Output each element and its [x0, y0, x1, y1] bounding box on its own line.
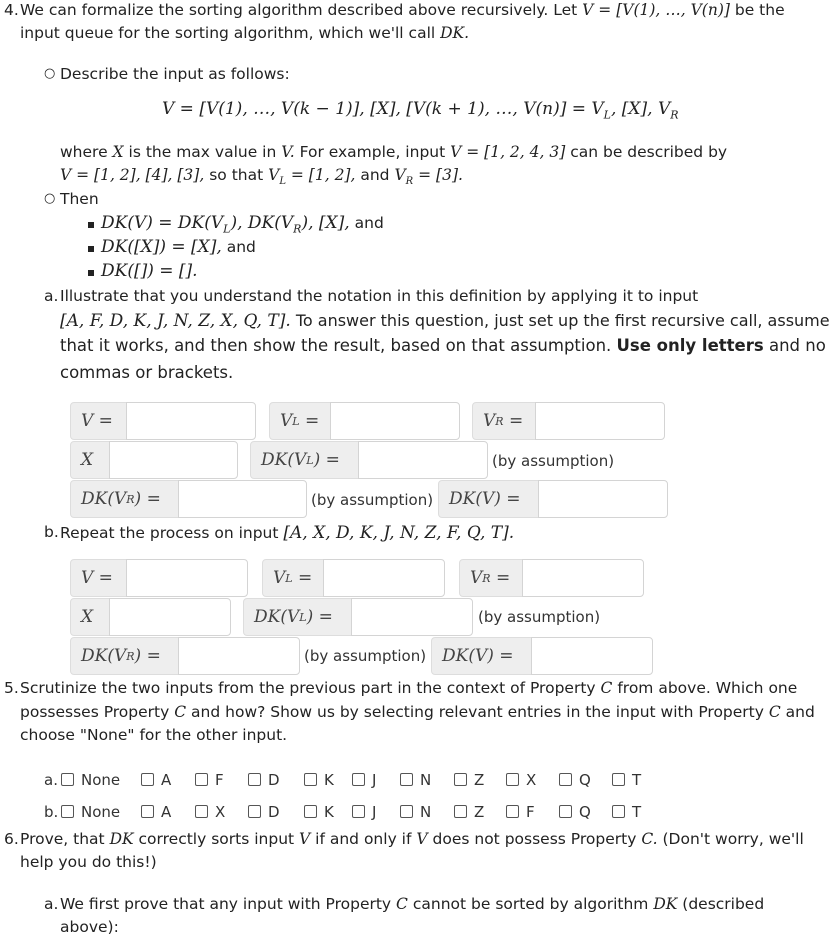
- q5-row-b-option-none[interactable]: [61, 803, 120, 821]
- q4-part-a-line4: commas or brackets.: [60, 363, 234, 382]
- hollow-bullet-icon: ○: [44, 66, 56, 81]
- checkbox-label: N: [420, 803, 432, 821]
- checkbox-icon[interactable]: [304, 773, 317, 786]
- q5-row-a-option-z[interactable]: [454, 771, 484, 789]
- form-a-x-input[interactable]: [109, 441, 238, 479]
- q5-row-a-label: a.: [44, 771, 58, 789]
- checkbox-label: K: [324, 803, 334, 821]
- q4-number: 4.: [4, 1, 19, 19]
- checkbox-label: T: [632, 771, 642, 789]
- form-b-x-input[interactable]: [109, 598, 231, 636]
- checkbox-icon[interactable]: [352, 773, 365, 786]
- q5-line3: choose "None" for the other input.: [20, 726, 288, 744]
- form-b-vl-input[interactable]: [323, 559, 445, 597]
- checkbox-icon[interactable]: [195, 773, 208, 786]
- checkbox-label: F: [526, 803, 535, 821]
- checkbox-label: A: [161, 771, 172, 789]
- q4-rule-3: DK([]) = [].: [101, 261, 198, 281]
- form-b-v-label: V =: [70, 559, 127, 597]
- form-b-dkv-label: DK(V) =: [431, 637, 532, 675]
- checkbox-icon[interactable]: [304, 805, 317, 818]
- form-b-dkvl-input[interactable]: [351, 598, 473, 636]
- q5-row-a-option-f[interactable]: [195, 771, 224, 789]
- q5-row-a-option-q[interactable]: [559, 771, 591, 789]
- q5-row-b-option-k[interactable]: [304, 803, 334, 821]
- form-a-x-label: X: [70, 441, 110, 479]
- checkbox-label: None: [81, 803, 121, 821]
- q5-row-b-option-z[interactable]: [454, 803, 484, 821]
- checkbox-label: D: [268, 771, 280, 789]
- q4-part-a-line3: that it works, and then show the result, based on that assumption. Use only letters and no: [60, 336, 826, 355]
- checkbox-label: D: [268, 803, 280, 821]
- form-a-vl-input[interactable]: [330, 402, 460, 440]
- q5-row-a-option-t[interactable]: [612, 771, 641, 789]
- square-bullet-icon: [88, 246, 94, 252]
- q5-row-b-option-q[interactable]: [559, 803, 591, 821]
- q4-formula: V = [V(1), …, V(k − 1)], [X], [V(k + 1), …, $V(n)] = V_L$, [X], $V_R$: [162, 99, 679, 122]
- form-b-assumption-2: (by assumption): [304, 647, 427, 665]
- q6-part-a-label: a.: [44, 895, 59, 913]
- form-a-dkv-label: DK(V) =: [438, 480, 539, 518]
- form-a-vr-input[interactable]: [535, 402, 665, 440]
- q5-number: 5.: [4, 679, 19, 697]
- form-a-vl-label: V L =: [269, 402, 331, 440]
- hollow-bullet-icon: ○: [44, 191, 56, 206]
- form-a-vr-label: V R =: [472, 402, 536, 440]
- q5-row-b-option-x[interactable]: [195, 803, 225, 821]
- form-b-vr-label: V R =: [459, 559, 523, 597]
- checkbox-icon[interactable]: [612, 773, 625, 786]
- form-b-vl-label: V L =: [262, 559, 324, 597]
- q6-part-a-line2: above):: [60, 918, 119, 936]
- checkbox-label: T: [632, 803, 642, 821]
- q4-rule-1: $DK(V) = DK(V_L)$, $DK(V_R)$, [X], and: [101, 213, 384, 236]
- q5-row-b-option-f[interactable]: [506, 803, 535, 821]
- q5-row-b-option-n[interactable]: [400, 803, 431, 821]
- q5-line2: possesses Property C and how? Show us by selecting relevant entries in the input with Property C and: [20, 703, 815, 721]
- q4-part-a-label: a.: [44, 287, 59, 305]
- q4-part-b-text: Repeat the process on input [A, X, D, K, J, N, Z, F, Q, T].: [60, 523, 515, 543]
- checkbox-label: F: [215, 771, 224, 789]
- checkbox-icon[interactable]: [400, 805, 413, 818]
- form-a-dkvl-label: DK(V L ) =: [250, 441, 359, 479]
- q4-bullet-then: Then: [60, 190, 99, 208]
- q5-row-a-option-d[interactable]: [248, 771, 280, 789]
- checkbox-label: N: [420, 771, 432, 789]
- q5-row-a-option-n[interactable]: [400, 771, 431, 789]
- checkbox-icon[interactable]: [61, 773, 74, 786]
- form-a-v-label: V =: [70, 402, 127, 440]
- checkbox-icon[interactable]: [454, 773, 467, 786]
- checkbox-icon[interactable]: [454, 805, 467, 818]
- form-b-assumption-1: (by assumption): [478, 608, 601, 626]
- checkbox-label: Z: [474, 803, 485, 821]
- checkbox-label: Q: [579, 771, 591, 789]
- checkbox-label: Z: [474, 771, 485, 789]
- q5-row-b-option-j[interactable]: [352, 803, 376, 821]
- q5-row-a-option-none[interactable]: [61, 771, 120, 789]
- form-b-dkv-input[interactable]: [531, 637, 653, 675]
- form-b-v-input[interactable]: [126, 559, 248, 597]
- q6-number: 6.: [4, 830, 19, 848]
- q5-row-a-option-a[interactable]: [141, 771, 171, 789]
- q5-row-a-option-k[interactable]: [304, 771, 334, 789]
- checkbox-icon[interactable]: [559, 773, 572, 786]
- form-a-assumption-2: (by assumption): [311, 491, 434, 509]
- q5-row-b-label: b.: [44, 803, 59, 821]
- q5-line1: Scrutinize the two inputs from the previous part in the context of Property C from above. Which one: [20, 679, 798, 697]
- q4-rule-2: DK([X]) = [X], and: [101, 237, 256, 257]
- checkbox-icon[interactable]: [612, 805, 625, 818]
- checkbox-icon[interactable]: [61, 805, 74, 818]
- checkbox-icon[interactable]: [248, 805, 261, 818]
- checkbox-label: K: [324, 771, 334, 789]
- q4-intro-line2: input queue for the sorting algorithm, which we'll call DK.: [20, 24, 470, 42]
- form-a-dkv-input[interactable]: [538, 480, 668, 518]
- checkbox-icon[interactable]: [559, 805, 572, 818]
- checkbox-label: A: [161, 803, 172, 821]
- q5-row-b-option-d[interactable]: [248, 803, 280, 821]
- q4-example-line: V = [1, 2], [4], [3], so that $V_L = [1$, 2], and $V_R = [3]$.: [60, 166, 463, 188]
- q5-row-a-option-j[interactable]: [352, 771, 376, 789]
- q6-part-a-line1: We first prove that any input with Property C cannot be sorted by algorithm DK (described: [60, 895, 765, 913]
- q5-row-b-option-t[interactable]: [612, 803, 641, 821]
- checkbox-icon[interactable]: [506, 805, 519, 818]
- q6-line1: Prove, that DK correctly sorts input V if and only if V does not possess Property C. (Don't worry, we'll: [20, 830, 804, 848]
- checkbox-icon[interactable]: [141, 773, 154, 786]
- form-b-dkvr-input[interactable]: [178, 637, 300, 675]
- form-a-dkvr-label: DK(V R ) =: [70, 480, 179, 518]
- q4-part-a-line1: Illustrate that you understand the notation in this definition by applying it to input: [60, 287, 699, 305]
- form-a-dkvl-input[interactable]: [358, 441, 488, 479]
- form-b-x-label: X: [70, 598, 110, 636]
- q6-line2: help you do this!): [20, 853, 157, 871]
- q4-intro-line1: We can formalize the sorting algorithm described above recursively. Let V = [V(1), …, V(n)] be the: [20, 1, 785, 19]
- q4-where-line: where X is the max value in V. For example, input V = [1, 2, 4, 3] can be described by: [60, 143, 728, 161]
- form-a-dkvr-input[interactable]: [178, 480, 307, 518]
- form-b-dkvr-label: DK(V R ) =: [70, 637, 179, 675]
- q5-row-b-option-a[interactable]: [141, 803, 171, 821]
- checkbox-label: J: [372, 803, 377, 821]
- form-a-v-input[interactable]: [126, 402, 256, 440]
- checkbox-label: X: [526, 771, 537, 789]
- checkbox-icon[interactable]: [248, 773, 261, 786]
- checkbox-label: X: [215, 803, 226, 821]
- checkbox-label: J: [372, 771, 377, 789]
- checkbox-icon[interactable]: [400, 773, 413, 786]
- checkbox-label: Q: [579, 803, 591, 821]
- square-bullet-icon: [88, 270, 94, 276]
- checkbox-icon[interactable]: [141, 805, 154, 818]
- form-b-vr-input[interactable]: [522, 559, 644, 597]
- form-a-assumption-1: (by assumption): [492, 452, 615, 470]
- square-bullet-icon: [88, 222, 94, 228]
- q4-part-a-line2: [A, F, D, K, J, N, Z, X, Q, T]. To answer this question, just set up the first recursive call, assume: [60, 311, 830, 331]
- q4-part-b-label: b.: [44, 523, 59, 541]
- checkbox-icon[interactable]: [195, 805, 208, 818]
- checkbox-label: None: [81, 771, 121, 789]
- q4-bullet-describe: Describe the input as follows:: [60, 65, 290, 83]
- checkbox-icon[interactable]: [506, 773, 519, 786]
- form-b-dkvl-label: DK(V L ) =: [243, 598, 352, 636]
- q5-row-a-option-x[interactable]: [506, 771, 536, 789]
- checkbox-icon[interactable]: [352, 805, 365, 818]
